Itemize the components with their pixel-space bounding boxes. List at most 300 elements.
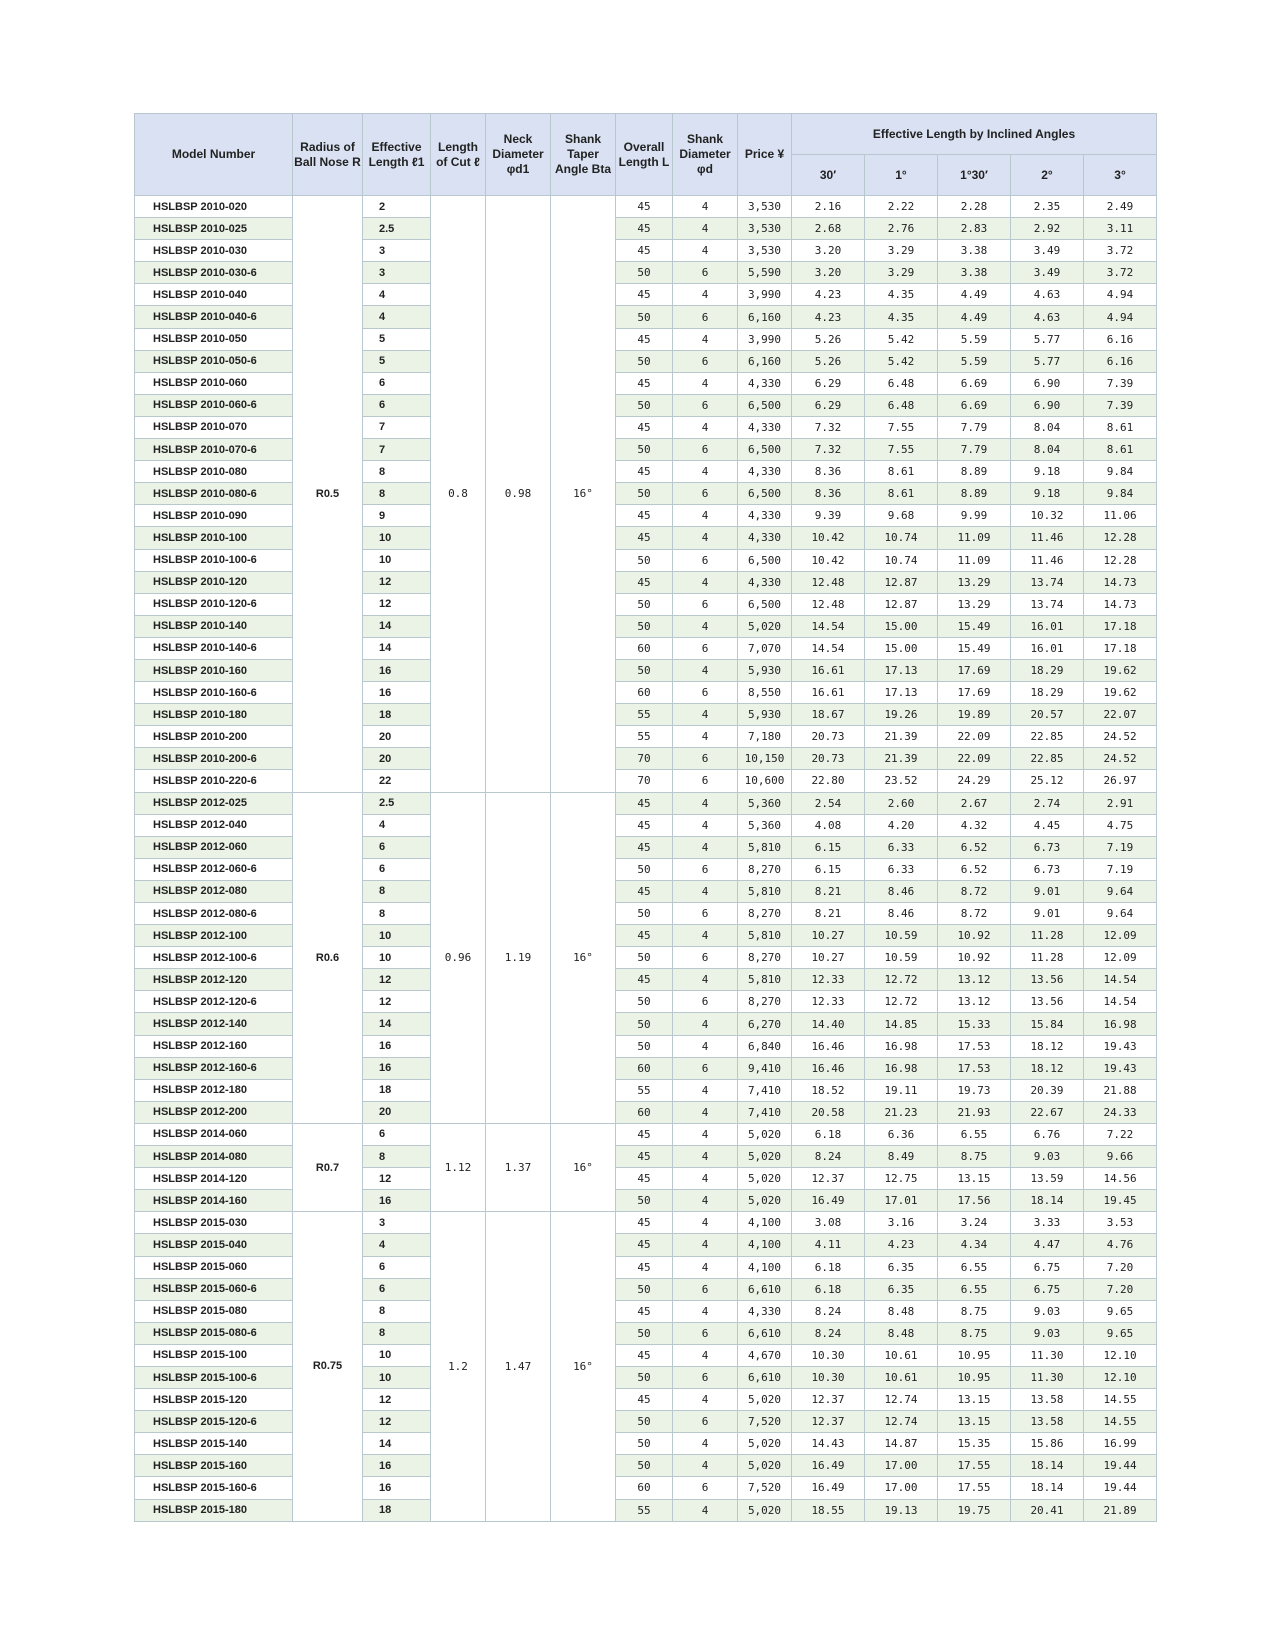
effective-length-cell: 10 xyxy=(363,1344,431,1366)
model-number-cell: HSLBSP 2014-160 xyxy=(135,1190,293,1212)
table-row xyxy=(135,1499,1157,1521)
angle-3deg-cell: 24.33 xyxy=(1084,1101,1157,1123)
model-number-cell: HSLBSP 2010-080 xyxy=(135,461,293,483)
angle-1deg-cell: 12.72 xyxy=(865,991,938,1013)
price-cell: 4,100 xyxy=(738,1234,792,1256)
angle-1deg-cell: 7.55 xyxy=(865,416,938,438)
model-number-cell: HSLBSP 2012-100-6 xyxy=(135,947,293,969)
table-row xyxy=(135,726,1157,748)
overall-length-cell: 50 xyxy=(616,1455,673,1477)
table-row xyxy=(135,659,1157,681)
angle-2deg-cell: 16.01 xyxy=(1011,637,1084,659)
angle-1deg-cell: 8.49 xyxy=(865,1146,938,1168)
length-of-cut-cell: 1.2 xyxy=(431,1212,486,1521)
overall-length-cell: 50 xyxy=(616,991,673,1013)
effective-length-cell: 7 xyxy=(363,439,431,461)
angle-1deg-cell: 12.87 xyxy=(865,571,938,593)
shank-diameter-cell: 4 xyxy=(673,880,738,902)
effective-length-cell: 22 xyxy=(363,770,431,792)
angle-1deg-cell: 10.61 xyxy=(865,1366,938,1388)
angle-30min-cell: 20.73 xyxy=(792,748,865,770)
price-cell: 4,670 xyxy=(738,1344,792,1366)
angle-3deg-cell: 19.62 xyxy=(1084,682,1157,704)
angle-30min-cell: 14.43 xyxy=(792,1433,865,1455)
angle-3deg-cell: 12.10 xyxy=(1084,1366,1157,1388)
angle-1deg30min-cell: 15.49 xyxy=(938,637,1011,659)
overall-length-cell: 45 xyxy=(616,571,673,593)
overall-length-cell: 50 xyxy=(616,1322,673,1344)
angle-3deg-cell: 6.16 xyxy=(1084,328,1157,350)
angle-3deg-cell: 4.94 xyxy=(1084,284,1157,306)
angle-2deg-cell: 3.33 xyxy=(1011,1212,1084,1234)
shank-diameter-cell: 4 xyxy=(673,615,738,637)
angle-30min-cell: 22.80 xyxy=(792,770,865,792)
overall-length-cell: 45 xyxy=(616,505,673,527)
overall-length-cell: 45 xyxy=(616,925,673,947)
price-cell: 4,330 xyxy=(738,461,792,483)
angle-30min-cell: 2.68 xyxy=(792,218,865,240)
price-cell: 4,330 xyxy=(738,372,792,394)
angle-1deg-cell: 4.35 xyxy=(865,284,938,306)
angle-30min-cell: 8.24 xyxy=(792,1146,865,1168)
angle-3deg-cell: 9.84 xyxy=(1084,483,1157,505)
angle-1deg-cell: 7.55 xyxy=(865,439,938,461)
angle-30min-cell: 10.30 xyxy=(792,1366,865,1388)
model-number-cell: HSLBSP 2012-160 xyxy=(135,1035,293,1057)
header-angle-1deg: 1° xyxy=(865,155,938,196)
angle-3deg-cell: 21.89 xyxy=(1084,1499,1157,1521)
header-model-number: Model Number xyxy=(135,114,293,196)
overall-length-cell: 45 xyxy=(616,1344,673,1366)
table-row xyxy=(135,836,1157,858)
model-number-cell: HSLBSP 2015-080 xyxy=(135,1300,293,1322)
header-overall-length: Overall Length L xyxy=(616,114,673,196)
angle-2deg-cell: 3.49 xyxy=(1011,262,1084,284)
model-number-cell: HSLBSP 2012-080 xyxy=(135,880,293,902)
angle-3deg-cell: 14.55 xyxy=(1084,1389,1157,1411)
angle-1deg30min-cell: 21.93 xyxy=(938,1101,1011,1123)
angle-30min-cell: 16.61 xyxy=(792,682,865,704)
angle-2deg-cell: 6.73 xyxy=(1011,858,1084,880)
angle-3deg-cell: 7.22 xyxy=(1084,1123,1157,1145)
model-number-cell: HSLBSP 2012-120-6 xyxy=(135,991,293,1013)
angle-3deg-cell: 11.06 xyxy=(1084,505,1157,527)
shank-diameter-cell: 4 xyxy=(673,1168,738,1190)
effective-length-cell: 6 xyxy=(363,1256,431,1278)
effective-length-cell: 4 xyxy=(363,814,431,836)
angle-1deg30min-cell: 6.52 xyxy=(938,836,1011,858)
taper-angle-cell: 16° xyxy=(551,196,616,793)
angle-30min-cell: 10.42 xyxy=(792,527,865,549)
angle-30min-cell: 4.23 xyxy=(792,284,865,306)
table-row xyxy=(135,1411,1157,1433)
overall-length-cell: 60 xyxy=(616,1477,673,1499)
angle-1deg-cell: 8.48 xyxy=(865,1322,938,1344)
angle-2deg-cell: 9.01 xyxy=(1011,880,1084,902)
angle-1deg-cell: 21.39 xyxy=(865,726,938,748)
shank-diameter-cell: 4 xyxy=(673,814,738,836)
angle-1deg30min-cell: 10.92 xyxy=(938,947,1011,969)
angle-30min-cell: 4.08 xyxy=(792,814,865,836)
price-cell: 5,810 xyxy=(738,880,792,902)
price-cell: 5,810 xyxy=(738,836,792,858)
angle-1deg-cell: 8.61 xyxy=(865,483,938,505)
price-cell: 6,500 xyxy=(738,439,792,461)
overall-length-cell: 45 xyxy=(616,1146,673,1168)
angle-2deg-cell: 4.63 xyxy=(1011,306,1084,328)
angle-2deg-cell: 18.14 xyxy=(1011,1455,1084,1477)
shank-diameter-cell: 4 xyxy=(673,792,738,814)
neck-diameter-cell: 1.19 xyxy=(486,792,551,1123)
overall-length-cell: 45 xyxy=(616,284,673,306)
overall-length-cell: 60 xyxy=(616,1101,673,1123)
price-cell: 3,530 xyxy=(738,196,792,218)
header-inclined-angles: Effective Length by Inclined Angles xyxy=(792,114,1157,155)
angle-1deg-cell: 19.13 xyxy=(865,1499,938,1521)
effective-length-cell: 9 xyxy=(363,505,431,527)
shank-diameter-cell: 4 xyxy=(673,416,738,438)
overall-length-cell: 50 xyxy=(616,1366,673,1388)
effective-length-cell: 12 xyxy=(363,1411,431,1433)
table-row xyxy=(135,1455,1157,1477)
angle-3deg-cell: 16.98 xyxy=(1084,1013,1157,1035)
neck-diameter-cell: 0.98 xyxy=(486,196,551,793)
angle-1deg-cell: 2.22 xyxy=(865,196,938,218)
angle-1deg30min-cell: 10.92 xyxy=(938,925,1011,947)
effective-length-cell: 16 xyxy=(363,659,431,681)
shank-diameter-cell: 6 xyxy=(673,350,738,372)
shank-diameter-cell: 6 xyxy=(673,682,738,704)
model-number-cell: HSLBSP 2015-120 xyxy=(135,1389,293,1411)
angle-1deg-cell: 19.26 xyxy=(865,704,938,726)
header-price: Price ¥ xyxy=(738,114,792,196)
overall-length-cell: 45 xyxy=(616,461,673,483)
table-row xyxy=(135,792,1157,814)
angle-3deg-cell: 14.73 xyxy=(1084,571,1157,593)
header-neck-diameter: Neck Diameter φd1 xyxy=(486,114,551,196)
table-row xyxy=(135,262,1157,284)
neck-diameter-cell: 1.37 xyxy=(486,1123,551,1211)
angle-1deg-cell: 8.46 xyxy=(865,880,938,902)
effective-length-cell: 5 xyxy=(363,350,431,372)
angle-2deg-cell: 18.12 xyxy=(1011,1057,1084,1079)
angle-30min-cell: 9.39 xyxy=(792,505,865,527)
length-of-cut-cell: 0.8 xyxy=(431,196,486,793)
angle-3deg-cell: 19.43 xyxy=(1084,1035,1157,1057)
angle-1deg30min-cell: 17.69 xyxy=(938,682,1011,704)
table-body xyxy=(135,196,1157,1522)
angle-1deg-cell: 12.87 xyxy=(865,593,938,615)
table-row xyxy=(135,770,1157,792)
model-number-cell: HSLBSP 2015-160 xyxy=(135,1455,293,1477)
angle-1deg30min-cell: 6.55 xyxy=(938,1123,1011,1145)
effective-length-cell: 6 xyxy=(363,394,431,416)
price-cell: 7,410 xyxy=(738,1079,792,1101)
effective-length-cell: 16 xyxy=(363,1455,431,1477)
angle-1deg30min-cell: 5.59 xyxy=(938,328,1011,350)
angle-1deg30min-cell: 7.79 xyxy=(938,439,1011,461)
angle-3deg-cell: 7.39 xyxy=(1084,394,1157,416)
price-cell: 3,530 xyxy=(738,218,792,240)
angle-3deg-cell: 7.20 xyxy=(1084,1256,1157,1278)
angle-1deg-cell: 8.61 xyxy=(865,461,938,483)
angle-30min-cell: 16.49 xyxy=(792,1455,865,1477)
overall-length-cell: 45 xyxy=(616,969,673,991)
shank-diameter-cell: 6 xyxy=(673,1322,738,1344)
overall-length-cell: 45 xyxy=(616,196,673,218)
angle-30min-cell: 12.33 xyxy=(792,969,865,991)
table-row xyxy=(135,439,1157,461)
price-cell: 6,610 xyxy=(738,1322,792,1344)
effective-length-cell: 6 xyxy=(363,1278,431,1300)
angle-1deg30min-cell: 10.95 xyxy=(938,1366,1011,1388)
price-cell: 3,990 xyxy=(738,284,792,306)
angle-1deg-cell: 16.98 xyxy=(865,1057,938,1079)
angle-30min-cell: 3.08 xyxy=(792,1212,865,1234)
angle-2deg-cell: 4.45 xyxy=(1011,814,1084,836)
angle-2deg-cell: 2.74 xyxy=(1011,792,1084,814)
effective-length-cell: 16 xyxy=(363,682,431,704)
shank-diameter-cell: 4 xyxy=(673,659,738,681)
angle-3deg-cell: 26.97 xyxy=(1084,770,1157,792)
angle-1deg30min-cell: 6.69 xyxy=(938,394,1011,416)
model-number-cell: HSLBSP 2015-060-6 xyxy=(135,1278,293,1300)
shank-diameter-cell: 4 xyxy=(673,1212,738,1234)
angle-30min-cell: 2.16 xyxy=(792,196,865,218)
length-of-cut-cell: 0.96 xyxy=(431,792,486,1123)
price-cell: 5,020 xyxy=(738,1499,792,1521)
angle-30min-cell: 14.54 xyxy=(792,615,865,637)
table-row xyxy=(135,1477,1157,1499)
header-shank-taper-angle: Shank Taper Angle Bta xyxy=(551,114,616,196)
angle-1deg30min-cell: 17.55 xyxy=(938,1455,1011,1477)
header-shank-diameter: Shank Diameter φd xyxy=(673,114,738,196)
angle-3deg-cell: 4.94 xyxy=(1084,306,1157,328)
table-row xyxy=(135,1256,1157,1278)
price-cell: 8,550 xyxy=(738,682,792,704)
model-number-cell: HSLBSP 2012-040 xyxy=(135,814,293,836)
effective-length-cell: 16 xyxy=(363,1057,431,1079)
angle-1deg30min-cell: 8.72 xyxy=(938,903,1011,925)
shank-diameter-cell: 4 xyxy=(673,925,738,947)
price-cell: 6,500 xyxy=(738,549,792,571)
price-cell: 6,610 xyxy=(738,1278,792,1300)
effective-length-cell: 18 xyxy=(363,1499,431,1521)
angle-2deg-cell: 11.28 xyxy=(1011,925,1084,947)
angle-2deg-cell: 13.74 xyxy=(1011,593,1084,615)
table-row xyxy=(135,416,1157,438)
table-row xyxy=(135,615,1157,637)
table-row xyxy=(135,1344,1157,1366)
model-number-cell: HSLBSP 2012-025 xyxy=(135,792,293,814)
angle-1deg30min-cell: 15.33 xyxy=(938,1013,1011,1035)
angle-1deg-cell: 4.20 xyxy=(865,814,938,836)
price-cell: 5,020 xyxy=(738,1433,792,1455)
angle-1deg30min-cell: 13.15 xyxy=(938,1168,1011,1190)
angle-2deg-cell: 22.85 xyxy=(1011,748,1084,770)
shank-diameter-cell: 6 xyxy=(673,306,738,328)
angle-3deg-cell: 2.91 xyxy=(1084,792,1157,814)
overall-length-cell: 50 xyxy=(616,593,673,615)
angle-30min-cell: 7.32 xyxy=(792,439,865,461)
table-row xyxy=(135,593,1157,615)
angle-1deg-cell: 6.35 xyxy=(865,1278,938,1300)
price-cell: 6,500 xyxy=(738,394,792,416)
angle-1deg30min-cell: 22.09 xyxy=(938,748,1011,770)
angle-3deg-cell: 19.44 xyxy=(1084,1477,1157,1499)
angle-1deg-cell: 5.42 xyxy=(865,328,938,350)
price-cell: 8,270 xyxy=(738,991,792,1013)
table-row xyxy=(135,240,1157,262)
effective-length-cell: 14 xyxy=(363,1013,431,1035)
angle-30min-cell: 7.32 xyxy=(792,416,865,438)
angle-3deg-cell: 14.55 xyxy=(1084,1411,1157,1433)
price-cell: 6,160 xyxy=(738,350,792,372)
shank-diameter-cell: 4 xyxy=(673,1079,738,1101)
angle-30min-cell: 16.49 xyxy=(792,1190,865,1212)
angle-3deg-cell: 8.61 xyxy=(1084,416,1157,438)
shank-diameter-cell: 6 xyxy=(673,858,738,880)
angle-2deg-cell: 2.92 xyxy=(1011,218,1084,240)
angle-30min-cell: 3.20 xyxy=(792,240,865,262)
angle-1deg-cell: 17.01 xyxy=(865,1190,938,1212)
angle-30min-cell: 12.33 xyxy=(792,991,865,1013)
angle-30min-cell: 18.52 xyxy=(792,1079,865,1101)
shank-diameter-cell: 4 xyxy=(673,1455,738,1477)
overall-length-cell: 50 xyxy=(616,549,673,571)
angle-3deg-cell: 24.52 xyxy=(1084,726,1157,748)
angle-1deg30min-cell: 2.67 xyxy=(938,792,1011,814)
angle-2deg-cell: 9.18 xyxy=(1011,483,1084,505)
angle-1deg30min-cell: 5.59 xyxy=(938,350,1011,372)
angle-2deg-cell: 6.90 xyxy=(1011,372,1084,394)
overall-length-cell: 50 xyxy=(616,947,673,969)
overall-length-cell: 55 xyxy=(616,1499,673,1521)
overall-length-cell: 50 xyxy=(616,858,673,880)
overall-length-cell: 50 xyxy=(616,903,673,925)
overall-length-cell: 45 xyxy=(616,1234,673,1256)
price-cell: 4,330 xyxy=(738,1300,792,1322)
price-cell: 5,020 xyxy=(738,1123,792,1145)
angle-1deg-cell: 10.74 xyxy=(865,527,938,549)
angle-30min-cell: 6.15 xyxy=(792,858,865,880)
effective-length-cell: 4 xyxy=(363,1234,431,1256)
angle-30min-cell: 18.67 xyxy=(792,704,865,726)
shank-diameter-cell: 4 xyxy=(673,1499,738,1521)
effective-length-cell: 14 xyxy=(363,615,431,637)
angle-2deg-cell: 2.35 xyxy=(1011,196,1084,218)
angle-1deg30min-cell: 8.75 xyxy=(938,1300,1011,1322)
angle-1deg30min-cell: 6.55 xyxy=(938,1278,1011,1300)
effective-length-cell: 3 xyxy=(363,240,431,262)
shank-diameter-cell: 4 xyxy=(673,505,738,527)
angle-3deg-cell: 24.52 xyxy=(1084,748,1157,770)
angle-2deg-cell: 18.29 xyxy=(1011,659,1084,681)
effective-length-cell: 20 xyxy=(363,748,431,770)
table-row xyxy=(135,505,1157,527)
table-row xyxy=(135,372,1157,394)
model-number-cell: HSLBSP 2012-200 xyxy=(135,1101,293,1123)
angle-2deg-cell: 4.63 xyxy=(1011,284,1084,306)
price-cell: 5,810 xyxy=(738,969,792,991)
neck-diameter-cell: 1.47 xyxy=(486,1212,551,1521)
angle-1deg-cell: 6.36 xyxy=(865,1123,938,1145)
model-number-cell: HSLBSP 2015-180 xyxy=(135,1499,293,1521)
overall-length-cell: 60 xyxy=(616,1057,673,1079)
angle-1deg30min-cell: 13.15 xyxy=(938,1411,1011,1433)
table-row xyxy=(135,748,1157,770)
price-cell: 4,100 xyxy=(738,1212,792,1234)
angle-3deg-cell: 12.28 xyxy=(1084,549,1157,571)
effective-length-cell: 20 xyxy=(363,1101,431,1123)
angle-30min-cell: 5.26 xyxy=(792,328,865,350)
angle-3deg-cell: 21.88 xyxy=(1084,1079,1157,1101)
angle-2deg-cell: 16.01 xyxy=(1011,615,1084,637)
effective-length-cell: 10 xyxy=(363,549,431,571)
angle-30min-cell: 16.46 xyxy=(792,1035,865,1057)
angle-3deg-cell: 12.28 xyxy=(1084,527,1157,549)
angle-2deg-cell: 22.85 xyxy=(1011,726,1084,748)
model-number-cell: HSLBSP 2012-060 xyxy=(135,836,293,858)
angle-1deg30min-cell: 11.09 xyxy=(938,527,1011,549)
overall-length-cell: 60 xyxy=(616,682,673,704)
angle-1deg-cell: 5.42 xyxy=(865,350,938,372)
angle-2deg-cell: 13.58 xyxy=(1011,1411,1084,1433)
angle-1deg30min-cell: 24.29 xyxy=(938,770,1011,792)
shank-diameter-cell: 6 xyxy=(673,549,738,571)
angle-2deg-cell: 8.04 xyxy=(1011,439,1084,461)
angle-1deg30min-cell: 8.89 xyxy=(938,483,1011,505)
overall-length-cell: 50 xyxy=(616,394,673,416)
angle-1deg30min-cell: 4.34 xyxy=(938,1234,1011,1256)
table-row xyxy=(135,1168,1157,1190)
angle-2deg-cell: 5.77 xyxy=(1011,350,1084,372)
effective-length-cell: 10 xyxy=(363,947,431,969)
table-row xyxy=(135,284,1157,306)
effective-length-cell: 6 xyxy=(363,372,431,394)
effective-length-cell: 6 xyxy=(363,836,431,858)
table-row xyxy=(135,571,1157,593)
effective-length-cell: 8 xyxy=(363,1300,431,1322)
shank-diameter-cell: 4 xyxy=(673,196,738,218)
angle-1deg-cell: 12.74 xyxy=(865,1389,938,1411)
shank-diameter-cell: 4 xyxy=(673,1344,738,1366)
price-cell: 4,330 xyxy=(738,416,792,438)
angle-2deg-cell: 18.14 xyxy=(1011,1190,1084,1212)
table-row xyxy=(135,1212,1157,1234)
shank-diameter-cell: 4 xyxy=(673,461,738,483)
model-number-cell: HSLBSP 2010-030 xyxy=(135,240,293,262)
angle-30min-cell: 10.30 xyxy=(792,1344,865,1366)
radius-cell: R0.6 xyxy=(293,792,363,1123)
effective-length-cell: 6 xyxy=(363,1123,431,1145)
overall-length-cell: 45 xyxy=(616,218,673,240)
price-cell: 6,500 xyxy=(738,483,792,505)
angle-3deg-cell: 9.65 xyxy=(1084,1300,1157,1322)
effective-length-cell: 12 xyxy=(363,1389,431,1411)
table-row xyxy=(135,1366,1157,1388)
price-cell: 5,930 xyxy=(738,704,792,726)
angle-1deg30min-cell: 3.24 xyxy=(938,1212,1011,1234)
model-number-cell: HSLBSP 2010-220-6 xyxy=(135,770,293,792)
angle-3deg-cell: 4.75 xyxy=(1084,814,1157,836)
table-row xyxy=(135,1035,1157,1057)
table-row xyxy=(135,328,1157,350)
effective-length-cell: 16 xyxy=(363,1477,431,1499)
taper-angle-cell: 16° xyxy=(551,1123,616,1211)
shank-diameter-cell: 6 xyxy=(673,1366,738,1388)
angle-30min-cell: 16.46 xyxy=(792,1057,865,1079)
